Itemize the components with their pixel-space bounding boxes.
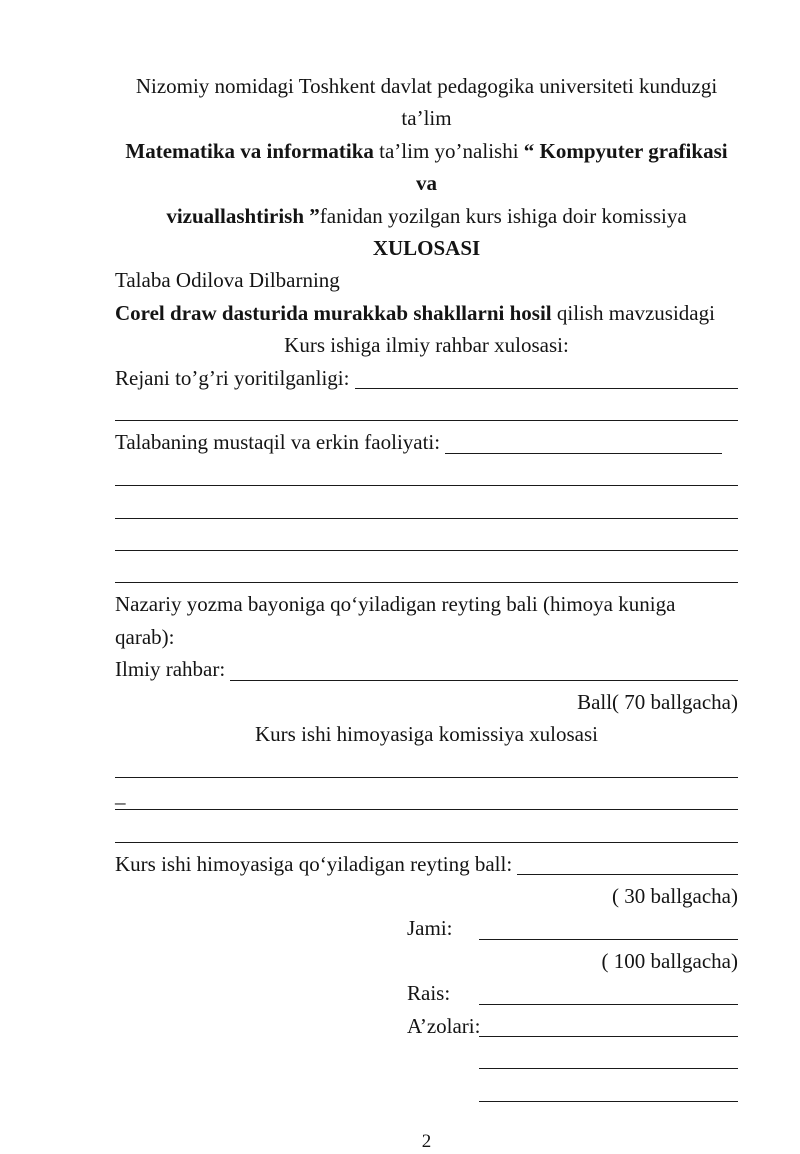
blank-line — [479, 977, 738, 1004]
blank-row — [115, 459, 738, 491]
topic-bold: Corel draw dasturida murakkab shakllarni hosil — [115, 300, 552, 325]
blank-row — [115, 750, 738, 782]
blank-line — [479, 1074, 738, 1101]
blank-row — [115, 815, 738, 847]
blank-line — [115, 783, 738, 810]
field-rais — [115, 977, 738, 1009]
student-line: Talaba Odilova Dilbarning — [115, 268, 340, 293]
blank-line — [115, 524, 738, 551]
blank-line — [517, 848, 738, 875]
signature-row — [115, 1042, 738, 1074]
subject-name-end: vizuallashtirish ” — [166, 203, 320, 228]
document-title — [115, 232, 738, 264]
header-line-2 — [115, 135, 738, 200]
field-plan-label: Rejani to’g’ri yoritilganligi: — [115, 365, 355, 390]
blank-row — [115, 556, 738, 588]
program-name: Matematika va informatika — [125, 138, 374, 163]
blank-line — [355, 362, 738, 389]
field-jami-label: Jami: — [407, 916, 453, 941]
blank-line — [479, 1042, 738, 1069]
commission-heading: Kurs ishi himoyasiga komissiya xulosasi — [255, 722, 598, 747]
blank-line — [479, 1010, 738, 1037]
header-line-3 — [115, 200, 738, 232]
header-line-2-regular: ta’lim yo’nalishi — [373, 138, 524, 163]
field-defense-rating — [115, 848, 738, 880]
header-line-1: Nizomiy nomidagi Toshkent davlat pedagogika universiteti kunduzgi ta’lim — [135, 74, 718, 131]
page-number: 2 — [421, 1130, 432, 1152]
blank-line — [115, 491, 738, 518]
document-content — [115, 70, 738, 1154]
field-advisor — [115, 653, 738, 685]
field-plan — [115, 362, 738, 394]
document-title-text: XULOSASI — [372, 236, 481, 261]
blank-line — [115, 750, 738, 777]
header-line-3-regular: fanidan yozilgan kurs ishiga doir komissiya — [319, 203, 687, 228]
blank-line — [230, 653, 738, 680]
blank-row — [115, 394, 738, 426]
field-defense-rating-label: Kurs ishi himoyasiga qo‘yiladigan reyting ball: — [115, 851, 518, 876]
theory-rating-line: Nazariy yozma bayoniga qo‘yiladigan reyting bali (himoya kuniga qarab): — [115, 592, 676, 649]
field-independent-label: Talabaning mustaqil va erkin faoliyati: — [115, 430, 446, 455]
field-independent — [115, 426, 738, 458]
blank-line — [115, 394, 738, 421]
blank-line — [115, 815, 738, 842]
ball-100-note: ( 100 ballgacha) — [601, 948, 738, 973]
advisor-section-heading: Kurs ishiga ilmiy rahbar xulosasi: — [284, 333, 569, 358]
subject-name-start: “ Kompyuter grafikasi va — [416, 138, 728, 196]
field-rais-label: Rais: — [407, 981, 451, 1006]
blank-line — [479, 912, 738, 939]
ball-70-note: Ball( 70 ballgacha) — [577, 689, 738, 714]
field-advisor-label: Ilmiy rahbar: — [115, 657, 231, 682]
ball-30-note: ( 30 ballgacha) — [612, 884, 738, 909]
blank-line — [445, 426, 722, 453]
blank-row — [115, 491, 738, 523]
topic-line — [115, 297, 738, 329]
blank-line — [115, 459, 738, 486]
field-azolari — [115, 1010, 738, 1042]
blank-line — [115, 556, 738, 583]
field-jami — [115, 912, 738, 944]
blank-row — [115, 524, 738, 556]
signature-row — [115, 1074, 738, 1106]
blank-row — [115, 783, 738, 815]
field-azolari-label: A’zolari: — [407, 1013, 481, 1038]
stray-underscore: _ — [115, 783, 126, 808]
topic-regular: qilish mavzusidagi — [551, 300, 715, 325]
